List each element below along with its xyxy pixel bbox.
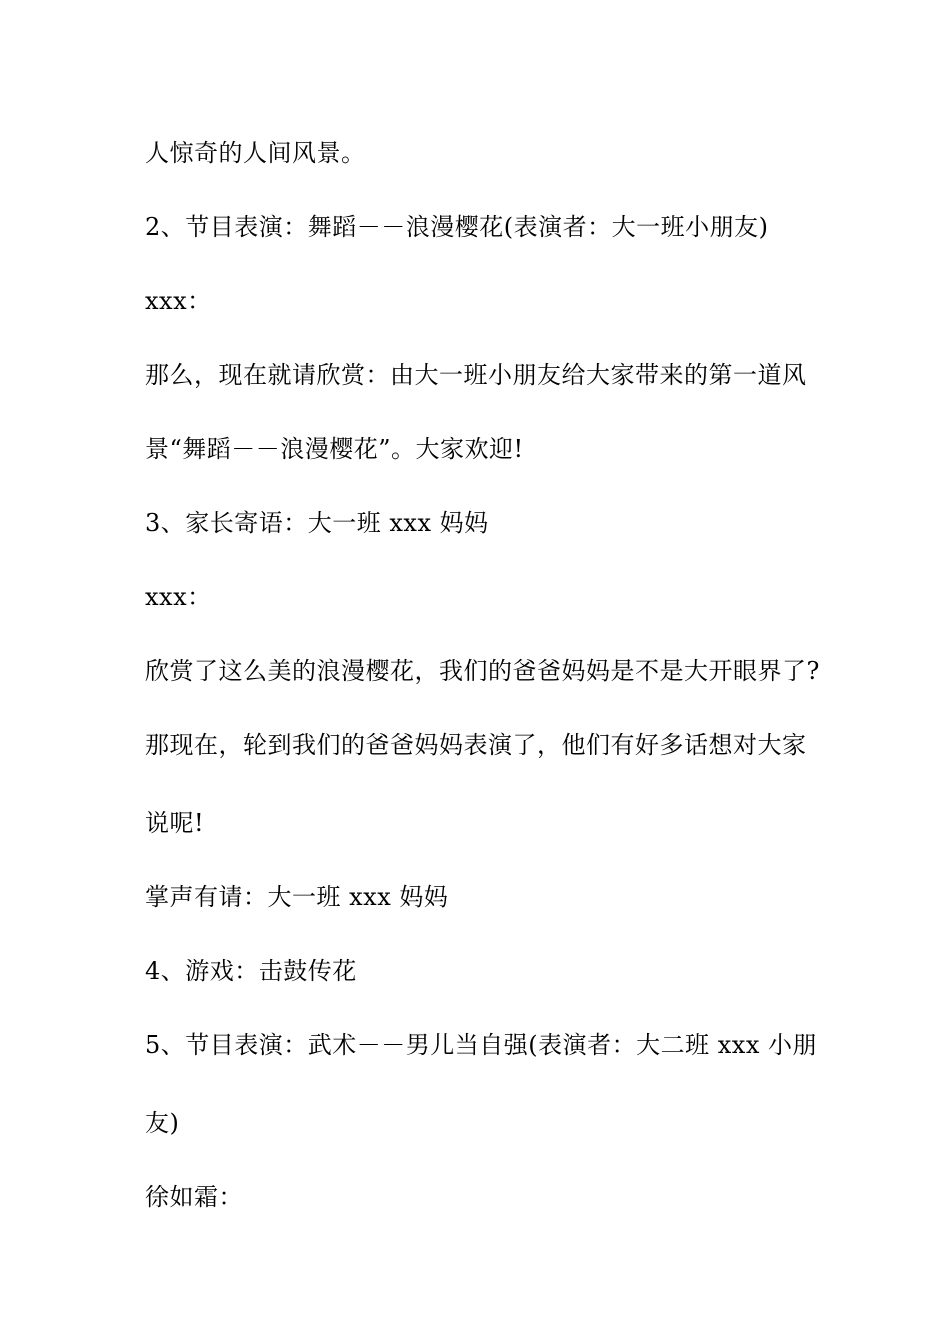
text-line: 徐如霜： (145, 1183, 243, 1211)
text-line: 友) (145, 1109, 180, 1137)
text-line: xxx： (145, 287, 212, 315)
text-line: 景“舞蹈－－浪漫樱花”。大家欢迎! (145, 435, 524, 463)
text-line: 4、游戏：击鼓传花 (145, 957, 357, 985)
text-line: 掌声有请：大一班 xxx 妈妈 (145, 883, 449, 911)
text-line: 欣赏了这么美的浪漫樱花，我们的爸爸妈妈是不是大开眼界了? (145, 657, 820, 685)
text-line: 那么，现在就请欣赏：由大一班小朋友给大家带来的第一道风 (145, 361, 807, 389)
text-line: xxx： (145, 583, 212, 611)
text-line: 人惊奇的人间风景。 (145, 139, 366, 167)
text-line: 那现在，轮到我们的爸爸妈妈表演了，他们有好多话想对大家 (145, 731, 807, 759)
text-line: 2、节目表演：舞蹈－－浪漫樱花(表演者：大一班小朋友) (145, 213, 769, 241)
text-line: 5、节目表演：武术－－男儿当自强(表演者：大二班 xxx 小朋 (145, 1031, 817, 1059)
text-line: 说呢! (145, 809, 205, 837)
text-line: 3、家长寄语：大一班 xxx 妈妈 (145, 509, 489, 537)
